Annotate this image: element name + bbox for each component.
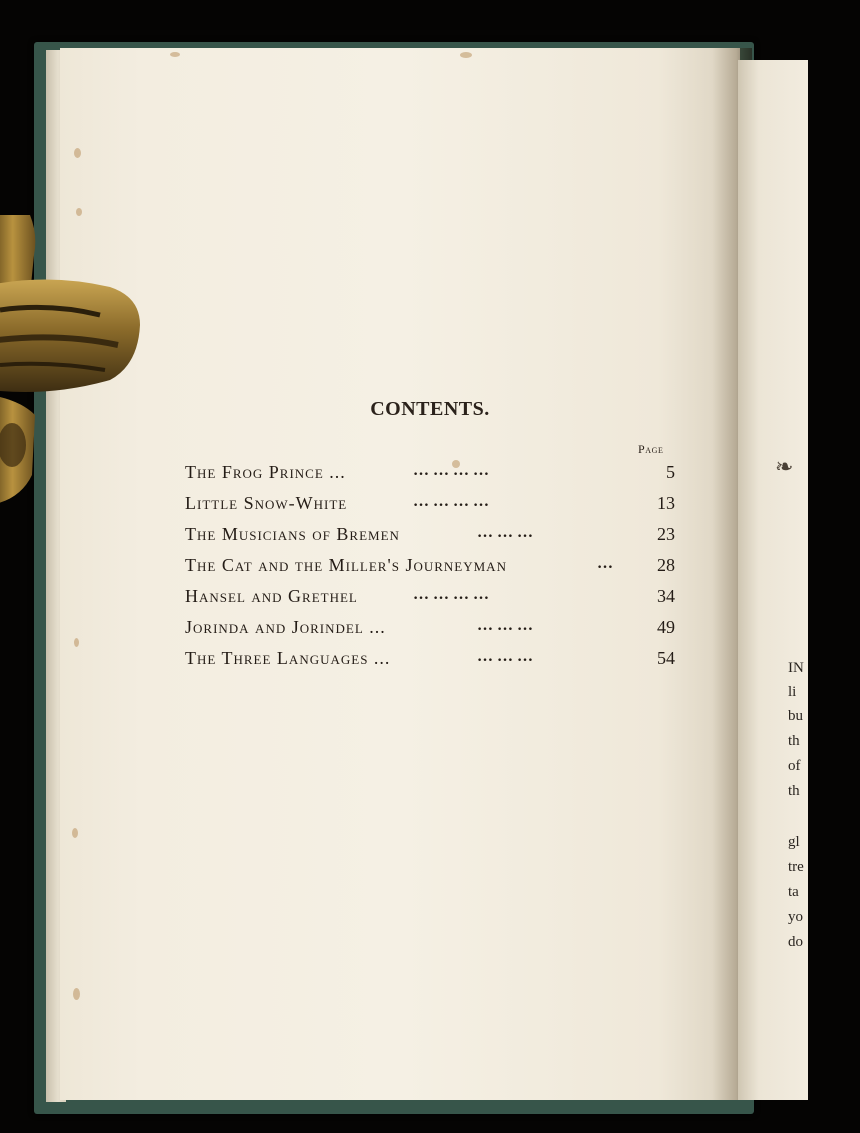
toc-entry (185, 493, 675, 524)
toc-leader-dots: … … … … (413, 462, 489, 479)
foxing-spot (73, 988, 80, 1000)
page-column-label: Page (638, 442, 664, 456)
table-of-contents (185, 462, 675, 679)
facing-text-fragment: bu (788, 708, 803, 724)
toc-entry (185, 586, 675, 617)
toc-entry-page: 54 (657, 648, 675, 668)
toc-entry-title: The Musicians of Bremen (185, 524, 400, 544)
toc-entry-page: 49 (657, 617, 675, 637)
toc-leader-dots: … (597, 555, 613, 572)
foxing-spot (460, 52, 472, 58)
contents-heading: CONTENTS. (370, 398, 490, 420)
foxing-spot (74, 148, 81, 158)
toc-entry-title: The Three Languages ... (185, 648, 391, 668)
foxing-spot (74, 638, 79, 647)
facing-text-fragment: th (788, 733, 800, 749)
facing-text-fragment: tre (788, 859, 804, 875)
facing-text-fragment: yo (788, 909, 803, 925)
facing-text-fragment: of (788, 758, 801, 774)
toc-entry-page: 28 (657, 555, 675, 575)
foxing-spot (170, 52, 180, 57)
toc-leader-dots: … … … (477, 617, 533, 634)
facing-text-fragment: ta (788, 884, 799, 900)
toc-entry-title: The Frog Prince ... (185, 462, 346, 482)
facing-text-fragment: li (788, 684, 797, 700)
facing-text-fragment: IN (788, 660, 804, 676)
toc-entry-title: Little Snow-White (185, 493, 348, 513)
toc-leader-dots: … … … (477, 648, 533, 665)
toc-leader-dots: … … … (477, 524, 533, 541)
toc-entry-page: 23 (657, 524, 675, 544)
toc-entry (185, 648, 675, 679)
toc-entry-page: 34 (657, 586, 675, 606)
toc-entry (185, 617, 675, 648)
toc-entry-page: 5 (666, 462, 675, 482)
facing-text-fragment: gl (788, 834, 800, 850)
ornament-icon: ❧ (775, 455, 794, 480)
toc-entry-title: Jorinda and Jorindel ... (185, 617, 386, 637)
toc-entry (185, 555, 675, 586)
toc-entry (185, 462, 675, 493)
toc-entry (185, 524, 675, 555)
toc-entry-title: The Cat and the Miller's Journeyman (185, 555, 507, 575)
toc-entry-page: 13 (657, 493, 675, 513)
facing-text-fragment: do (788, 934, 803, 950)
foxing-spot (72, 828, 78, 838)
brass-book-clip (0, 215, 155, 515)
toc-leader-dots: … … … … (413, 493, 489, 510)
toc-entry-title: Hansel and Grethel (185, 586, 358, 606)
facing-text-fragment: th (788, 783, 800, 799)
toc-leader-dots: … … … … (413, 586, 489, 603)
